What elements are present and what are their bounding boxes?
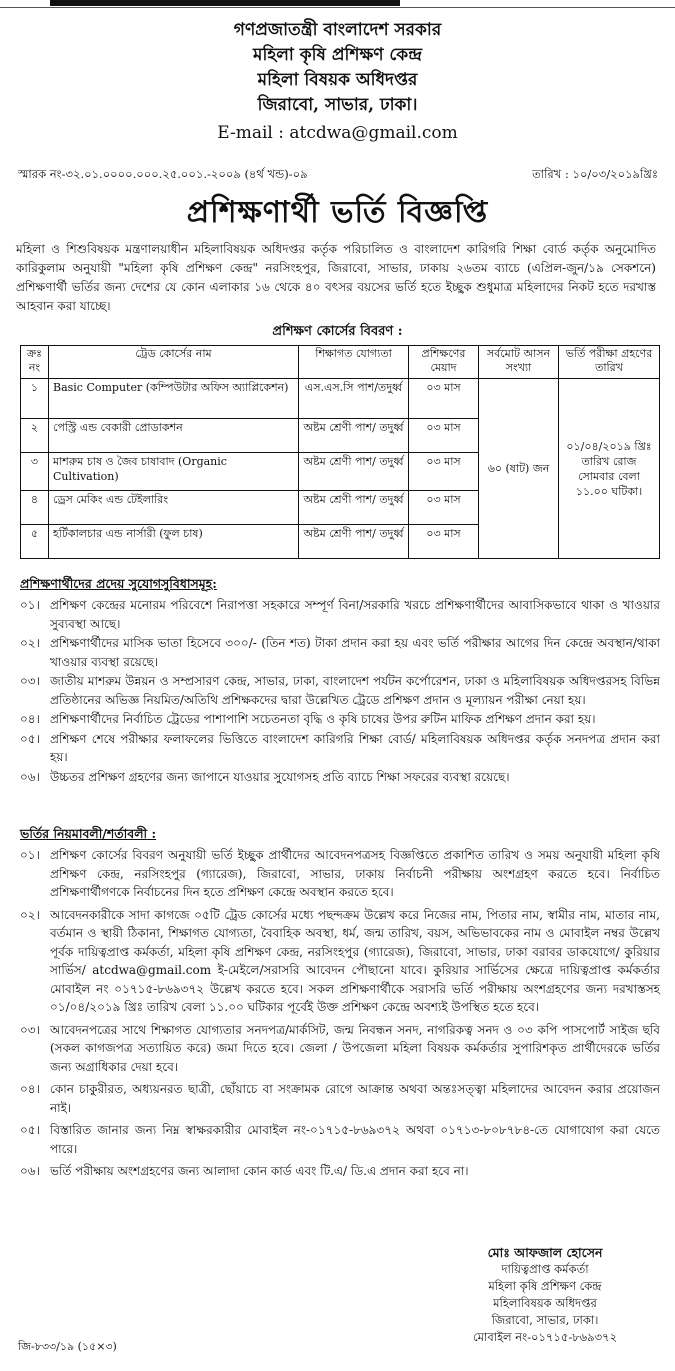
item-text: প্রশিক্ষণ কেন্দ্রের মনোরম পরিবেশে নিরাপত্তা সহকারে সম্পূর্ণ বিনা/সরকারি খরচে প্রশিক্ষণার্থীদের আবাসিকভাবে থাকা ও খাওয়ার সুব্যবস্থা আছে।: [50, 598, 660, 631]
item-number: ০৬।: [20, 1164, 40, 1178]
divider: [0, 7, 675, 8]
item-text: আবেদনপত্রের সাথে শিক্ষাগত যোগ্যতার সনদপত্র/মার্কসিট, জন্ম নিবন্ধন সনদ, নাগরিকত্ব সনদ ও ০৩ কপি পাসপোর্ট সাইজ ছবি (সকল কাগজপত্র সত্যায়িত করে) জমা দিতে হবে। জেলা / উপজেলা মহিলা বিষয়ক কর্মকর্তার সুপারিশকৃত প্রার্থীদেরকে ভর্তির জন্য অগ্রাধিকার দেয়া হবে।: [50, 1022, 660, 1074]
list-item: [20, 634, 660, 671]
item-number: ০২।: [20, 907, 40, 922]
memo-number: স্মারক নং-৩২.০১.০০০০.০০০.২৫.০০১.-২০০৯ (৪র্থ খন্ড)-০৯: [18, 167, 308, 181]
signatory-designation: দায়িত্বপ্রাপ্ত কর্মকর্তা: [501, 1262, 589, 1276]
item-number: ০২।: [20, 636, 40, 650]
header-email: E-mail : atcdwa@gmail.com: [217, 123, 458, 143]
course-duration: ০৩ মাস: [409, 525, 479, 559]
header: [0, 18, 675, 146]
benefits-heading: প্রশিক্ষণার্থীদের প্রদেয় সুযোগসুবিধাসমূহ:: [20, 576, 217, 591]
total-seats: ৬০ (ষাট) জন: [479, 379, 559, 559]
benefits-list: [20, 596, 660, 787]
footer-code: জি-৮৩৩/১৯ (১৫×৩): [18, 1340, 117, 1353]
signatory-address: জিরাবো, সাভার, ঢাকা।: [491, 1313, 599, 1327]
item-number: ০৩।: [20, 1022, 40, 1037]
item-number: ০৫।: [20, 1123, 40, 1137]
item-text: জাতীয় মাশরুম উন্নয়ন ও সম্প্রসারণ কেন্দ্র, সাভার, ঢাকা, বাংলাদেশ পর্যটন কর্পোরেশন, ঢাকা ও মহিলাবিষয়ক অধিদপ্তরসহ বিভিন্ন প্রতিষ্ঠানের অভিজ্ঞ নিয়মিত/অতিথি প্রশিক্ষকদের দ্বারা উল্লেখিত ট্রেডে প্রশিক্ষণ প্রদান ও মূল্যায়ন পরীক্ষা নেয়া হয়।: [50, 674, 660, 707]
row-number: ১: [21, 379, 49, 419]
list-item: [20, 710, 660, 729]
column-header: ক্রঃ নং: [21, 346, 49, 379]
item-text: প্রশিক্ষণ শেষে পরীক্ষার ফলাফলের ভিত্তিতে বাংলাদেশ কারিগরি শিক্ষা বোর্ড/ মহিলাবিষয়ক অধিদপ্তর কর্তৃক সনদপত্র প্রদান করা হয়।: [50, 731, 660, 764]
list-item: [20, 846, 660, 902]
table-header-row: [21, 346, 660, 379]
cropped-text-remnant: [50, 0, 400, 6]
row-number: ৫: [21, 525, 49, 559]
item-text: উচ্চতর প্রশিক্ষণ গ্রহণের জন্য জাপানে যাওয়ার সুযোগসহ প্রতি ব্যাচে শিক্ষা সফরের ব্যবস্থা রয়েছে।: [50, 769, 510, 784]
list-item: [20, 730, 660, 767]
item-number: ০৪।: [20, 712, 40, 726]
course-qualification: এস.এস.সি পাশ/তদুর্ধ্ব: [299, 379, 409, 419]
signature-block: [430, 1244, 660, 1346]
row-number: ৩: [21, 453, 49, 491]
item-text: প্রশিক্ষণার্থীদের নির্বাচিত ট্রেডের পাশাপাশি সচেতনতা বৃদ্ধি ও কৃষি চাষের উপর রুটিন মাফিক প্রশিক্ষণ প্রদান করা হয়।: [50, 712, 596, 726]
rules-list: [20, 846, 660, 1182]
item-number: ০৪।: [20, 1082, 40, 1096]
column-header: ট্রেড কোর্সের নাম: [49, 346, 299, 379]
notice-title: প্রশিক্ষণার্থী ভর্তি বিজ্ঞপ্তি: [186, 195, 489, 230]
item-number: ০১।: [20, 598, 40, 612]
intro-paragraph: মহিলা ও শিশুবিষয়ক মন্ত্রণালয়াধীন মহিলাবিষয়ক অধিদপ্তর কর্তৃক পরিচালিত ও বাংলাদেশ কারিগরি শিক্ষা বোর্ড কর্তৃক অনুমোদিত কারিকুলাম অনুযায়ী "মহিলা কৃষি প্রশিক্ষণ কেন্দ্র" নরসিংহপুর, জিরাবো, সাভার, ঢাকায় ২৬তম ব্যাচে (এপ্রিল-জুন/১৯ সেকশনে) প্রশিক্ষণার্থী ভর্তির জন্য দেশের যে কোন এলাকার ১৬ থেকে ৪০ বৎসর বয়সের ভর্তি হতে ইচ্ছুক শুধুমাত্র মহিলাদের নিকট হতে দরখাস্ত আহবান করা যাচ্ছে।: [16, 242, 656, 313]
signatory-dept: মহিলাবিষয়ক অধিদপ্তর: [493, 1296, 597, 1310]
list-item: [20, 1162, 660, 1181]
course-duration: ০৩ মাস: [409, 419, 479, 453]
header-address: জিরাবো, সাভার, ঢাকা।: [257, 95, 418, 115]
course-table: [20, 345, 660, 559]
list-item: [20, 1021, 660, 1077]
column-header: সর্বমোট আসন সংখ্যা: [479, 346, 559, 379]
rules-heading: ভর্তির নিয়মাবলী/শর্তাবলী :: [20, 826, 157, 841]
item-number: ০৬।: [20, 769, 40, 784]
signatory-mobile: মোবাইল নং-০১৭১৫-৮৬৯৩৭২: [472, 1330, 618, 1344]
course-qualification: অষ্টম শ্রেণী পাশ/ তদুর্ধ্ব: [299, 453, 409, 491]
signatory-org: মহিলা কৃষি প্রশিক্ষণ কেন্দ্র: [488, 1279, 602, 1293]
item-text: আবেদনকারীকে সাদা কাগজে ০৫টি ট্রেড কোর্সের মধ্যে পছন্দক্রম উল্লেখ করে নিজের নাম, পিতার নাম, স্বামীর নাম, মাতার নাম, বর্তমান ও স্থায়ী ঠিকানা, শিক্ষাগত যোগ্যতা, বৈবাহিক অবস্থা, ধর্ম, জন্ম তারিখ, বয়স, অভিভাবকের নাম ও মোবাইল নম্বর উল্লেখ পূর্বক দায়িত্বপ্রাপ্ত কর্মকর্তা, মহিলা কৃষি প্রশিক্ষণ কেন্দ্র, নরসিংহপুর (গ্যারেজ), জিরাবো, সাভার, ঢাকা বরাবর ডাকযোগে/ কুরিয়ার সার্ভিস/ atcdwa@gmail.com ই-মেইলে/সরাসরি আবেদন পৌছানো যাবে। কুরিয়ার সার্ভিসের ক্ষেত্রে দায়িত্বপ্রাপ্ত কর্মকর্তার মোবাইল নং ০১৭১৫-৮৬৯৩৭২ উল্লেখ করতে হবে। সকল প্রশিক্ষণার্থীকে সরাসরি ভর্তি পরীক্ষায় অংশগ্রহণের জন্য দরখাস্তসহ ০১/০৪/২০১৯ খ্রিঃ তারিখ বেলা ১১.০০ ঘটিকার পূর্বেই উক্ত প্রশিক্ষণ কেন্দ্রে অবশ্যই উপস্থিত হতে হবে।: [50, 907, 660, 1014]
course-qualification: অষ্টম শ্রেণী পাশ/ তদুর্ধ্ব: [299, 525, 409, 559]
list-item: [20, 906, 660, 1017]
list-item: [20, 1121, 660, 1158]
course-duration: ০৩ মাস: [409, 491, 479, 525]
course-name: হর্টিকালচার এন্ড নার্সারী (ফুল চাষ): [49, 525, 299, 559]
item-number: ০৫।: [20, 731, 40, 746]
course-duration: ০৩ মাস: [409, 453, 479, 491]
course-section-heading: প্রশিক্ষণ কোর্সের বিবরণ :: [272, 324, 403, 339]
column-header: শিক্ষাগত যোগ্যতা: [299, 346, 409, 379]
course-name: পেস্ট্রি এন্ড বেকারী প্রোডাকশন: [49, 419, 299, 453]
item-number: ০১।: [20, 848, 40, 862]
table-row: [21, 379, 660, 419]
course-name: মাশরুম চাষ ও জৈব চাষাবাদ (Organic Cultivation): [49, 453, 299, 491]
header-govt: গণপ্রজাতন্ত্রী বাংলাদেশ সরকার: [233, 20, 442, 40]
list-item: [20, 1080, 660, 1117]
column-header: প্রশিক্ষণের মেয়াদ: [409, 346, 479, 379]
row-number: ৪: [21, 491, 49, 525]
cropped-top-strip: [0, 0, 675, 10]
course-qualification: অষ্টম শ্রেণী পাশ/ তদুর্ধ্ব: [299, 419, 409, 453]
item-text: ভর্তি পরীক্ষায় অংশগ্রহণের জন্য আলাদা কোন কার্ড এবং টি.এ/ ডি.এ প্রদান করা হবে না।: [50, 1164, 469, 1178]
item-text: প্রশিক্ষণার্থীদের মাসিক ভাতা হিসেবে ৩০০/- (তিন শত) টাকা প্রদান করা হয় এবং ভর্তি পরীক্ষার আগের দিন কেন্দ্রে অবস্থান/থাকা খাওয়ার ব্যবস্থা রয়েছে।: [50, 636, 660, 669]
item-text: প্রশিক্ষণ কোর্সের বিবরণ অনুযায়ী ভর্তি ইচ্ছুক প্রার্থীদের আবেদনপত্রসহ বিজ্ঞপ্তিতে প্রকাশিত তারিখ ও সময় অনুযায়ী মহিলা কৃষি প্রশিক্ষণ কেন্দ্র, নরসিংহপুর (গ্যারেজ), জিরাবো, সাভার, ঢাকায় নির্বাচনী পরীক্ষায় অংশগ্রহণ করতে হবে। নির্বাচিত প্রশিক্ষণার্থীগণকে নির্বাচনের দিন হতে প্রশিক্ষণ কেন্দ্রে অবস্থান করতে হবে।: [50, 848, 660, 899]
column-header: ভর্তি পরীক্ষা গ্রহণের তারিখ: [559, 346, 660, 379]
course-qualification: অষ্টম শ্রেণী পাশ/ তদুর্ধ্ব: [299, 491, 409, 525]
header-center: মহিলা কৃষি প্রশিক্ষণ কেন্দ্র: [253, 45, 422, 65]
item-text: বিস্তারিত জানার জন্য নিম্ন স্বাক্ষরকারীর মোবাইল নং-০১৭১৫-৮৬৯৩৭২ অথবা ০১৭১৩-৮০৮৭৮৪-তে যোগাযোগ করা যেতে পারে।: [50, 1123, 660, 1156]
course-name: Basic Computer (কম্পিউটার অফিস অ্যাপ্লিকেশন): [49, 379, 299, 419]
item-text: কোন চাকুরীরত, অধ্যয়নরত ছাত্রী, ছোঁয়াচে বা সংক্রামক রোগে আক্রান্ত অথবা অন্তঃসত্ত্বা মহিলাদের আবেদন করার প্রয়োজন নাই।: [50, 1082, 660, 1115]
row-number: ২: [21, 419, 49, 453]
item-number: ০৩।: [20, 674, 40, 688]
list-item: [20, 672, 660, 709]
exam-date: ০১/০৪/২০১৯ খ্রিঃ তারিখ রোজ সোমবার বেলা ১১.০০ ঘটিকা।: [559, 379, 660, 559]
list-item: [20, 768, 660, 787]
memo-date: তারিখ : ১০/০৩/২০১৯খ্রিঃ: [532, 167, 658, 181]
signatory-name: মোঃ আফজাল হোসেন: [487, 1245, 603, 1260]
course-name: ড্রেস মেকিং এন্ড টেইলারিং: [49, 491, 299, 525]
course-duration: ০৩ মাস: [409, 379, 479, 419]
header-department: মহিলা বিষয়ক অধিদপ্তর: [257, 70, 418, 90]
list-item: [20, 596, 660, 633]
